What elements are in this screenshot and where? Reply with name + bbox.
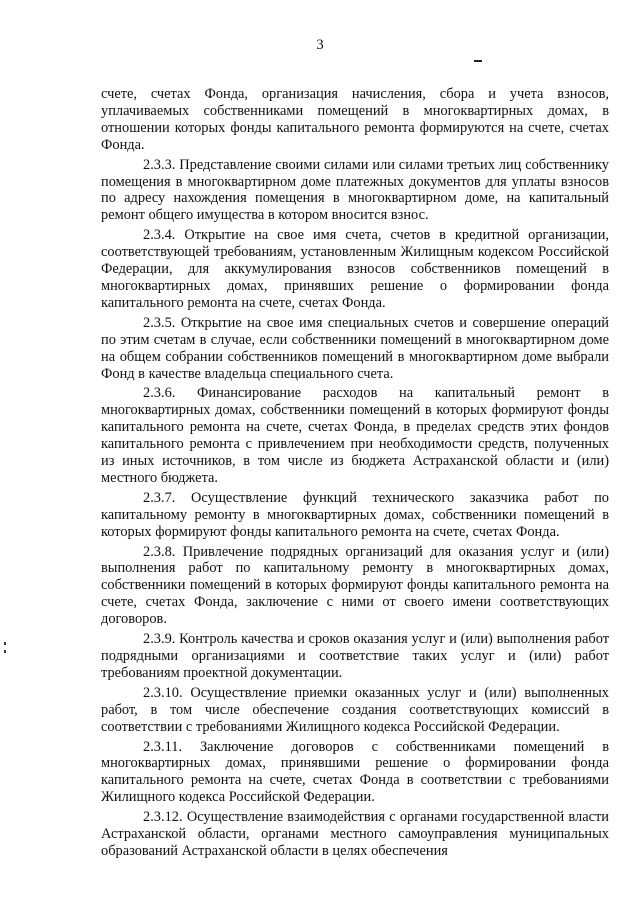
- paragraph: 2.3.3. Представление своими силами или силами третьих лиц собственнику помещения в многоквартирном доме платежных документов для уплаты взносов по адресу нахождения помещения в многоквартирном доме, на капитальный ремонт общего имущества в котором вносится взнос.: [101, 156, 609, 224]
- paragraph: 2.3.12. Осуществление взаимодействия с органами государственной власти Астраханской области, органами местного самоуправления муниципальных образований Астраханской области в целях обеспечения: [101, 809, 609, 859]
- page-number: 3: [316, 37, 324, 53]
- scan-mark: [4, 642, 6, 645]
- paragraph: 2.3.10. Осуществление приемки оказанных услуг и (или) выполненных работ, в том числе обеспечение создания соответствующих комиссий в соответствии с требованиями Жилищного кодекса Российской Федерации.: [101, 684, 609, 735]
- paragraph: счете, счетах Фонда, организация начисления, сбора и учета взносов, уплачиваемых собственниками помещений в многоквартирных домах, в отношении которых фонды капитального ремонта формируются на счете, счетах Фонда.: [101, 86, 609, 153]
- body-text: [101, 86, 609, 863]
- paragraph: 2.3.4. Открытие на свое имя счета, счетов в кредитной организации, соответствующей требованиям, установленным Жилищным кодексом Российской Федерации, для аккумулирования взносов собственников помещений в многоквартирных домах, принявших решение о формировании фонда капитального ремонта на счете, счетах Фонда.: [101, 227, 609, 311]
- paragraph: 2.3.7. Осуществление функций технического заказчика работ по капитальному ремонту в многоквартирных домах, собственники помещений в которых формируют фонды капитального ремонта на счете, счетах Фонда.: [101, 489, 609, 540]
- paragraph: 2.3.9. Контроль качества и сроков оказания услуг и (или) выполнения работ подрядными организациями и соответствие таких услуг и (или) работ требованиям проектной документации.: [101, 631, 609, 681]
- paragraph: 2.3.8. Привлечение подрядных организаций для оказания услуг и (или) выполнения работ по капитальному ремонту в многоквартирных домах, собственники помещений в которых формируют фонды капитального ремонта на счете, счетах Фонда, заключение с ними от своего имени соответствующих договоров.: [101, 543, 609, 628]
- scan-mark: [4, 650, 6, 653]
- scan-mark: [474, 60, 482, 62]
- paragraph: 2.3.6. Финансирование расходов на капитальный ремонт в многоквартирных домах, собственники помещений в которых формируют фонды капитального ремонта на счете, счетах Фонда, в пределах средств этих фондов капитального ремонта с привлечением при необходимости средств, полученных из иных источников, в том числе из бюджета Астраханской области и (или) местного бюджета.: [101, 385, 609, 486]
- paragraph: 2.3.5. Открытие на свое имя специальных счетов и совершение операций по этим счетам в случае, если собственники помещений в многоквартирном доме на общем собрании собственников помещений в многоквартирном доме выбрали Фонд в качестве владельца специального счета.: [101, 314, 609, 382]
- paragraph: 2.3.11. Заключение договоров с собственниками помещений в многоквартирных домах, принявшими решение о формировании фонда капитального ремонта на счете, счетах Фонда в соответствии с требованиями Жилищного кодекса Российской Федерации.: [101, 738, 609, 806]
